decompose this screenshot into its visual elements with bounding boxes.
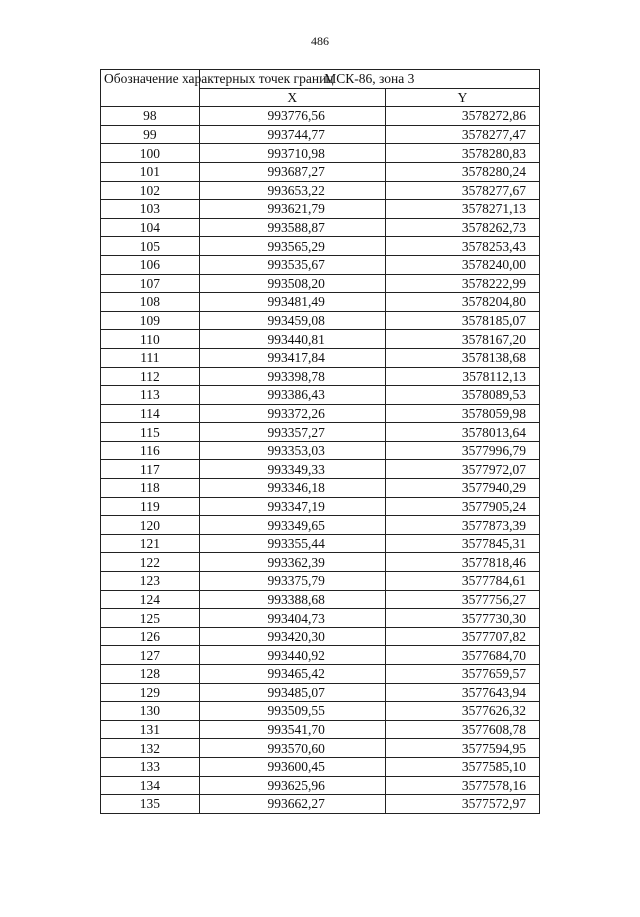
x-cell: 993459,08 (199, 311, 385, 330)
y-cell: 3577572,97 (385, 795, 539, 814)
point-cell: 117 (101, 460, 200, 479)
table-row (101, 720, 540, 739)
y-cell: 3577608,78 (385, 720, 539, 739)
x-cell: 993776,56 (199, 107, 385, 126)
point-cell: 135 (101, 795, 200, 814)
y-cell: 3577684,70 (385, 646, 539, 665)
point-cell: 113 (101, 386, 200, 405)
table-row (101, 609, 540, 628)
y-cell: 3578277,67 (385, 181, 539, 200)
point-cell: 106 (101, 255, 200, 274)
x-cell: 993687,27 (199, 162, 385, 181)
point-cell: 104 (101, 218, 200, 237)
y-cell: 3578204,80 (385, 293, 539, 312)
x-cell: 993353,03 (199, 441, 385, 460)
table-row (101, 367, 540, 386)
y-cell: 3578271,13 (385, 200, 539, 219)
table-row (101, 237, 540, 256)
point-cell: 123 (101, 572, 200, 591)
boundary-points-table (100, 69, 540, 814)
y-cell: 3577784,61 (385, 572, 539, 591)
x-cell: 993541,70 (199, 720, 385, 739)
table-row (101, 683, 540, 702)
table-row (101, 162, 540, 181)
y-cell: 3578138,68 (385, 348, 539, 367)
point-cell: 100 (101, 144, 200, 163)
table-row (101, 553, 540, 572)
x-cell: 993375,79 (199, 572, 385, 591)
table-row (101, 665, 540, 684)
table-row (101, 218, 540, 237)
x-cell: 993588,87 (199, 218, 385, 237)
y-cell: 3578240,00 (385, 255, 539, 274)
y-cell: 3578013,64 (385, 423, 539, 442)
x-cell: 993355,44 (199, 534, 385, 553)
table-row (101, 293, 540, 312)
x-cell: 993653,22 (199, 181, 385, 200)
x-cell: 993417,84 (199, 348, 385, 367)
y-cell: 3577818,46 (385, 553, 539, 572)
y-cell: 3578280,24 (385, 162, 539, 181)
y-column-header: Y (385, 88, 539, 107)
y-cell: 3577730,30 (385, 609, 539, 628)
table-row (101, 255, 540, 274)
x-cell: 993535,67 (199, 255, 385, 274)
table-row (101, 330, 540, 349)
x-cell: 993388,68 (199, 590, 385, 609)
y-cell: 3578277,47 (385, 125, 539, 144)
x-cell: 993404,73 (199, 609, 385, 628)
y-cell: 3577845,31 (385, 534, 539, 553)
y-cell: 3578185,07 (385, 311, 539, 330)
y-cell: 3578280,83 (385, 144, 539, 163)
point-column-header: Обозначение характерных точек границ (101, 70, 200, 107)
y-cell: 3577756,27 (385, 590, 539, 609)
x-cell: 993710,98 (199, 144, 385, 163)
point-cell: 131 (101, 720, 200, 739)
y-cell: 3577643,94 (385, 683, 539, 702)
point-cell: 101 (101, 162, 200, 181)
point-cell: 129 (101, 683, 200, 702)
table-row (101, 627, 540, 646)
table-row (101, 144, 540, 163)
point-cell: 105 (101, 237, 200, 256)
x-cell: 993357,27 (199, 423, 385, 442)
table-row (101, 702, 540, 721)
point-cell: 134 (101, 776, 200, 795)
point-cell: 133 (101, 757, 200, 776)
y-cell: 3577996,79 (385, 441, 539, 460)
x-cell: 993349,65 (199, 516, 385, 535)
table-row (101, 107, 540, 126)
y-cell: 3578222,99 (385, 274, 539, 293)
x-cell: 993386,43 (199, 386, 385, 405)
page-number: 486 (311, 34, 329, 48)
y-cell: 3577578,16 (385, 776, 539, 795)
point-cell: 119 (101, 497, 200, 516)
x-cell: 993662,27 (199, 795, 385, 814)
y-cell: 3577707,82 (385, 627, 539, 646)
point-cell: 125 (101, 609, 200, 628)
x-cell: 993600,45 (199, 757, 385, 776)
point-cell: 128 (101, 665, 200, 684)
x-cell: 993625,96 (199, 776, 385, 795)
point-cell: 111 (101, 348, 200, 367)
point-cell: 99 (101, 125, 200, 144)
table-row (101, 386, 540, 405)
x-cell: 993372,26 (199, 404, 385, 423)
x-cell: 993346,18 (199, 479, 385, 498)
table-row (101, 311, 540, 330)
y-cell: 3578272,86 (385, 107, 539, 126)
table-row (101, 646, 540, 665)
x-cell: 993565,29 (199, 237, 385, 256)
point-cell: 122 (101, 553, 200, 572)
point-cell: 120 (101, 516, 200, 535)
table-row (101, 497, 540, 516)
y-cell: 3578262,73 (385, 218, 539, 237)
table-row (101, 590, 540, 609)
x-cell: 993621,79 (199, 200, 385, 219)
point-cell: 132 (101, 739, 200, 758)
coordinate-system-header: МСК-86, зона 3 (199, 70, 539, 89)
x-cell: 993509,55 (199, 702, 385, 721)
point-cell: 116 (101, 441, 200, 460)
point-cell: 118 (101, 479, 200, 498)
table-row (101, 404, 540, 423)
point-cell: 114 (101, 404, 200, 423)
table-row (101, 479, 540, 498)
point-cell: 107 (101, 274, 200, 293)
point-cell: 108 (101, 293, 200, 312)
y-cell: 3577626,32 (385, 702, 539, 721)
y-cell: 3578253,43 (385, 237, 539, 256)
table-row (101, 757, 540, 776)
x-cell: 993465,42 (199, 665, 385, 684)
table-row (101, 776, 540, 795)
table-row (101, 200, 540, 219)
y-cell: 3577659,57 (385, 665, 539, 684)
point-cell: 103 (101, 200, 200, 219)
point-cell: 109 (101, 311, 200, 330)
y-cell: 3578089,53 (385, 386, 539, 405)
y-cell: 3578059,98 (385, 404, 539, 423)
table-row (101, 348, 540, 367)
x-cell: 993481,49 (199, 293, 385, 312)
table-row (101, 274, 540, 293)
table-row (101, 795, 540, 814)
point-cell: 102 (101, 181, 200, 200)
x-cell: 993485,07 (199, 683, 385, 702)
point-cell: 124 (101, 590, 200, 609)
y-cell: 3577972,07 (385, 460, 539, 479)
y-cell: 3577594,95 (385, 739, 539, 758)
point-cell: 98 (101, 107, 200, 126)
point-cell: 130 (101, 702, 200, 721)
y-cell: 3577905,24 (385, 497, 539, 516)
x-cell: 993744,77 (199, 125, 385, 144)
y-cell: 3578167,20 (385, 330, 539, 349)
x-cell: 993440,81 (199, 330, 385, 349)
x-cell: 993362,39 (199, 553, 385, 572)
x-cell: 993440,92 (199, 646, 385, 665)
x-cell: 993349,33 (199, 460, 385, 479)
table-row (101, 181, 540, 200)
x-cell: 993508,20 (199, 274, 385, 293)
x-cell: 993347,19 (199, 497, 385, 516)
x-cell: 993398,78 (199, 367, 385, 386)
x-column-header: X (199, 88, 385, 107)
table-row (101, 572, 540, 591)
table-row (101, 423, 540, 442)
table-row (101, 460, 540, 479)
y-cell: 3577940,29 (385, 479, 539, 498)
point-cell: 110 (101, 330, 200, 349)
x-cell: 993570,60 (199, 739, 385, 758)
table-row (101, 739, 540, 758)
table-row (101, 125, 540, 144)
table-body (101, 107, 540, 814)
table-row (101, 516, 540, 535)
point-cell: 121 (101, 534, 200, 553)
y-cell: 3578112,13 (385, 367, 539, 386)
point-cell: 115 (101, 423, 200, 442)
table-row (101, 534, 540, 553)
point-cell: 112 (101, 367, 200, 386)
y-cell: 3577873,39 (385, 516, 539, 535)
table-row (101, 441, 540, 460)
y-cell: 3577585,10 (385, 757, 539, 776)
point-cell: 127 (101, 646, 200, 665)
x-cell: 993420,30 (199, 627, 385, 646)
point-cell: 126 (101, 627, 200, 646)
